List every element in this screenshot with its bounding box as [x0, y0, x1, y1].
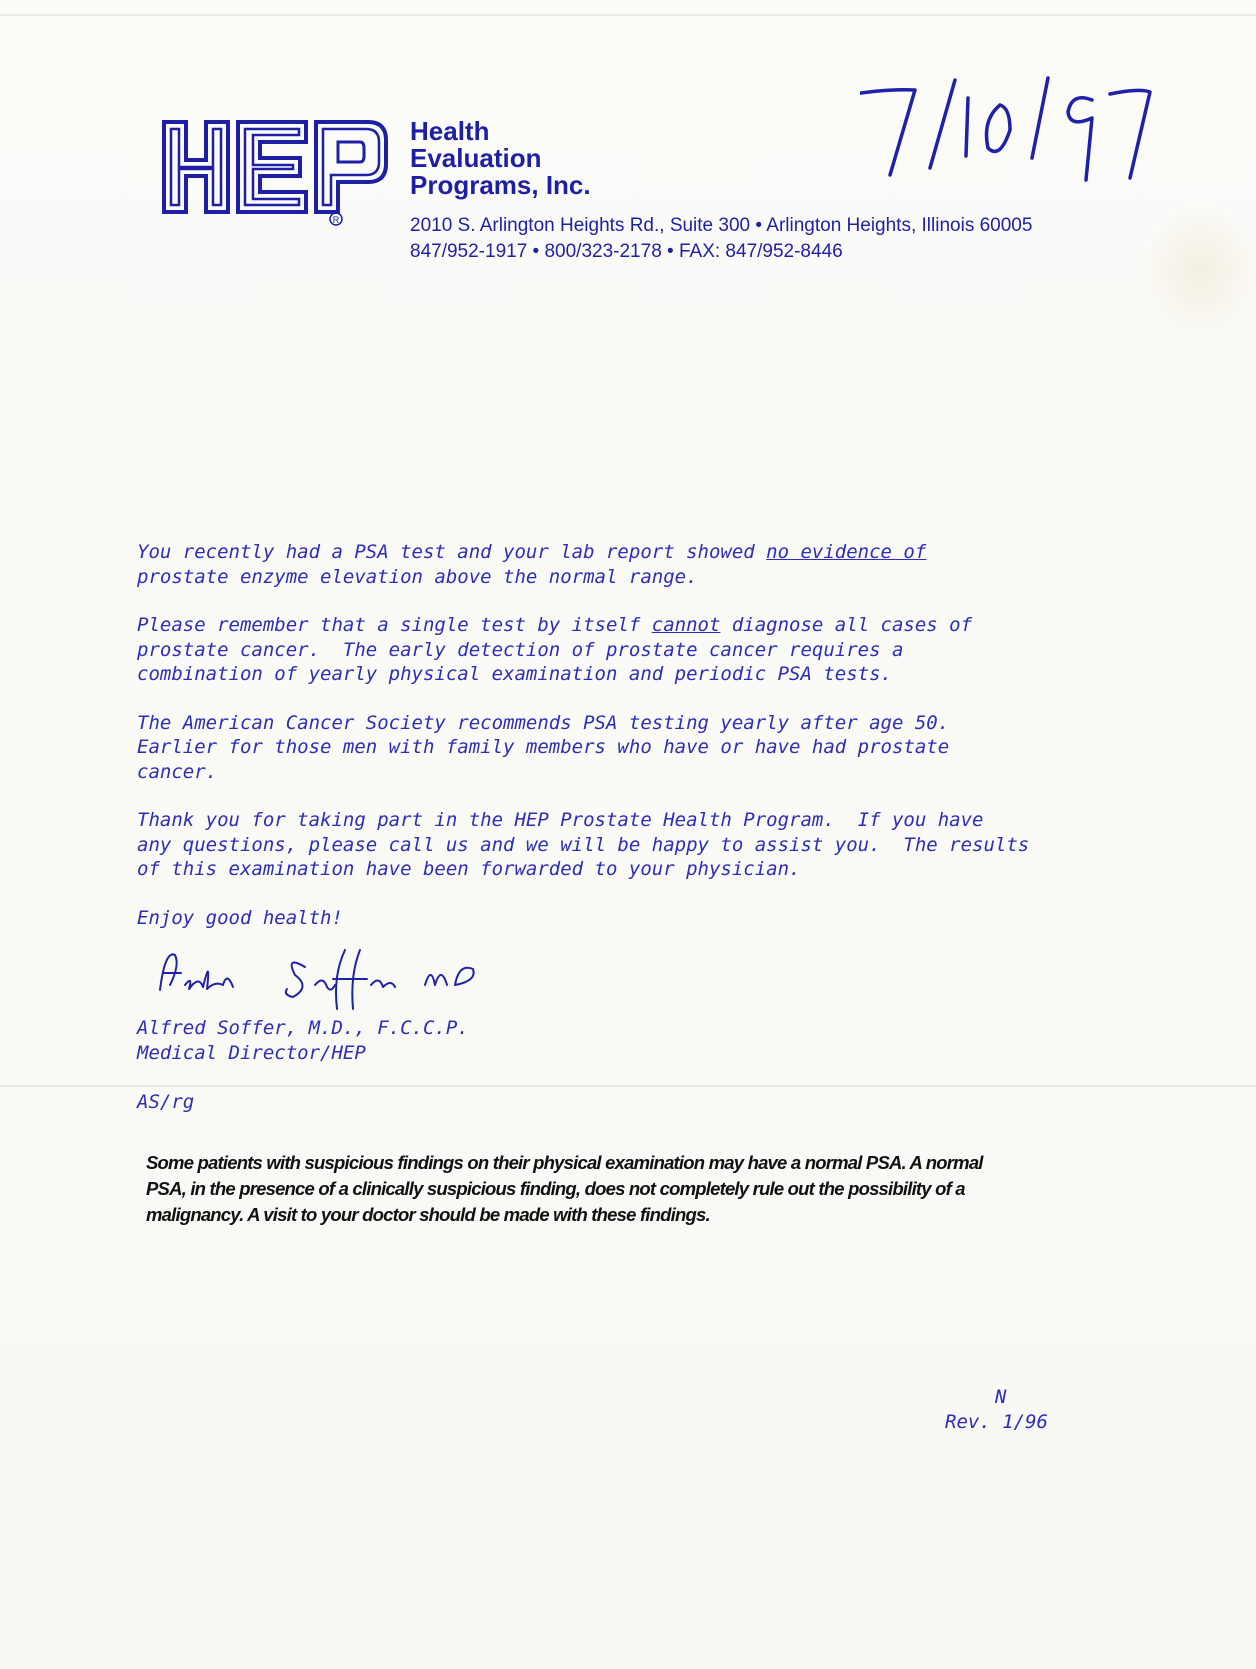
disclaimer-line-1: Some patients with suspicious findings on their physical examination may have a normal PSA. A normal: [146, 1152, 983, 1173]
paper-fold-top: [0, 14, 1256, 16]
p3-line1: The American Cancer Society recommends PSA testing yearly after age 50.: [137, 711, 950, 734]
p1-line2: prostate enzyme elevation above the normal range.: [137, 565, 698, 588]
disclaimer-line-3: malignancy. A visit to your doctor should be made with these findings.: [146, 1204, 710, 1225]
signer-name: Alfred Soffer, M.D., F.C.C.P.: [137, 1017, 469, 1039]
company-line-1: Health: [410, 116, 490, 146]
p1-underlined: no evidence of: [766, 541, 927, 563]
registered-mark: R: [332, 215, 340, 225]
signer-title: Medical Director/HEP: [137, 1041, 366, 1064]
revision-text: Rev. 1/96: [945, 1411, 1048, 1433]
paragraph-2: [137, 613, 1187, 687]
p3-line2: Earlier for those men with family members who have or have had prostate: [137, 736, 950, 758]
p4-line2: any questions, please call us and we will be happy to assist you. The results: [137, 833, 1030, 856]
p2-line1-before: Please remember that a single test by itself: [137, 614, 652, 636]
revision-footer: [945, 1385, 1048, 1435]
p1-line1-text: You recently had a PSA test and your lab report showed: [137, 541, 767, 563]
company-address: [410, 213, 1032, 265]
disclaimer-line-2: PSA, in the presence of a clinically suspicious finding, does not completely rule out the possibility of a: [146, 1178, 965, 1199]
address-line: 2010 S. Arlington Heights Rd., Suite 300 • Arlington Heights, Illinois 60005: [410, 215, 1033, 236]
handwritten-date: [860, 70, 1180, 200]
paper-fold-middle: [0, 1085, 1256, 1087]
paragraph-3: [137, 711, 1187, 785]
p4-line3: of this examination have been forwarded to your physician.: [137, 858, 801, 880]
letter-body: [137, 540, 1187, 954]
company-name: [410, 118, 591, 199]
phone-line: 847/952-1917 • 800/323-2178 • FAX: 847/952-8446: [410, 241, 843, 262]
paragraph-1: [137, 540, 1187, 589]
hep-logo: [160, 118, 390, 228]
company-line-2: Evaluation: [410, 143, 542, 173]
signature-block: [137, 1016, 469, 1065]
closing: Enjoy good health!: [137, 906, 343, 929]
footer-mark: N: [995, 1386, 1007, 1408]
paragraph-4: [137, 808, 1187, 882]
p2-line2: prostate cancer. The early detection of prostate cancer requires a: [137, 638, 904, 661]
p2-underlined: cannot: [651, 614, 721, 636]
disclaimer: [146, 1150, 1046, 1228]
p4-line1: Thank you for taking part in the HEP Prostate Health Program. If you have: [137, 809, 984, 831]
p3-line3: cancer.: [137, 760, 218, 783]
typist-initials: AS/rg: [137, 1091, 195, 1113]
p2-line1-after: diagnose all cases of: [720, 614, 973, 636]
p2-line3: combination of yearly physical examination and periodic PSA tests.: [137, 663, 892, 685]
handwritten-signature: [155, 945, 515, 1015]
company-line-3: Programs, Inc.: [410, 170, 591, 200]
